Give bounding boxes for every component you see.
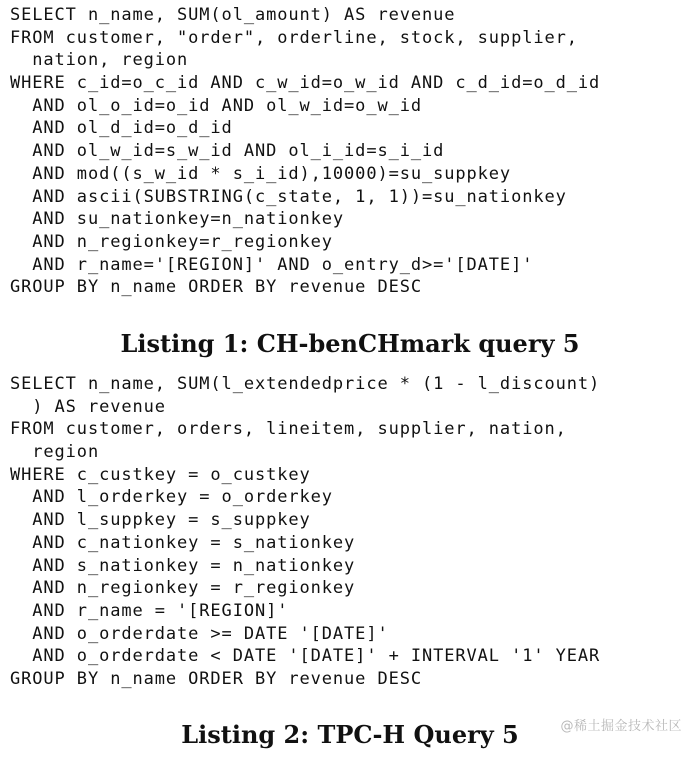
code-line: AND n_regionkey = r_regionkey [10, 578, 356, 599]
code-line: AND su_nationkey=n_nationkey [10, 209, 345, 230]
listing-1-caption: Listing 1: CH-benCHmark query 5 [120, 329, 580, 358]
watermark: @稀土掘金技术社区 [560, 719, 682, 734]
code-line: region [10, 442, 100, 463]
listing-2-code [10, 373, 600, 691]
code-line: GROUP BY n_name ORDER BY revenue DESC [10, 668, 422, 689]
code-line: AND ascii(SUBSTRING(c_state, 1, 1))=su_nationkey [10, 186, 567, 207]
listing-2-caption: Listing 2: TPC-H Query 5 [181, 720, 519, 749]
code-line: AND l_suppkey = s_suppkey [10, 510, 311, 531]
code-line: ) AS revenue [10, 396, 166, 417]
code-line: AND l_orderkey = o_orderkey [10, 487, 333, 508]
code-line: AND r_name='[REGION]' AND o_entry_d>='[DATE]' [10, 254, 534, 275]
code-line: nation, region [10, 50, 189, 71]
code-line: AND s_nationkey = n_nationkey [10, 555, 356, 576]
code-line: AND ol_o_id=o_id AND ol_w_id=o_w_id [10, 95, 422, 116]
code-line: FROM customer, "order", orderline, stock, supplier, [10, 27, 578, 48]
code-line: WHERE c_id=o_c_id AND c_w_id=o_w_id AND c_d_id=o_d_id [10, 73, 601, 94]
code-line: SELECT n_name, SUM(ol_amount) AS revenue [10, 5, 456, 25]
code-line: AND c_nationkey = s_nationkey [10, 532, 356, 553]
code-line: AND o_orderdate >= DATE '[DATE]' [10, 623, 389, 644]
code-line: AND r_name = '[REGION]' [10, 600, 289, 621]
code-line: WHERE c_custkey = o_custkey [10, 464, 311, 485]
code-line: AND ol_d_id=o_d_id [10, 118, 233, 139]
code-line: AND o_orderdate < DATE '[DATE]' + INTERVAL '1' YEAR [10, 646, 601, 667]
code-line: AND mod((s_w_id * s_i_id),10000)=su_suppkey [10, 163, 512, 184]
listing-1-code [10, 4, 600, 299]
code-line: FROM customer, orders, lineitem, supplier, nation, [10, 419, 567, 440]
code-line: AND ol_w_id=s_w_id AND ol_i_id=s_i_id [10, 141, 445, 162]
code-line: AND n_regionkey=r_regionkey [10, 231, 333, 252]
code-line: SELECT n_name, SUM(l_extendedprice * (1 - l_discount) [10, 374, 601, 394]
code-line: GROUP BY n_name ORDER BY revenue DESC [10, 277, 422, 298]
